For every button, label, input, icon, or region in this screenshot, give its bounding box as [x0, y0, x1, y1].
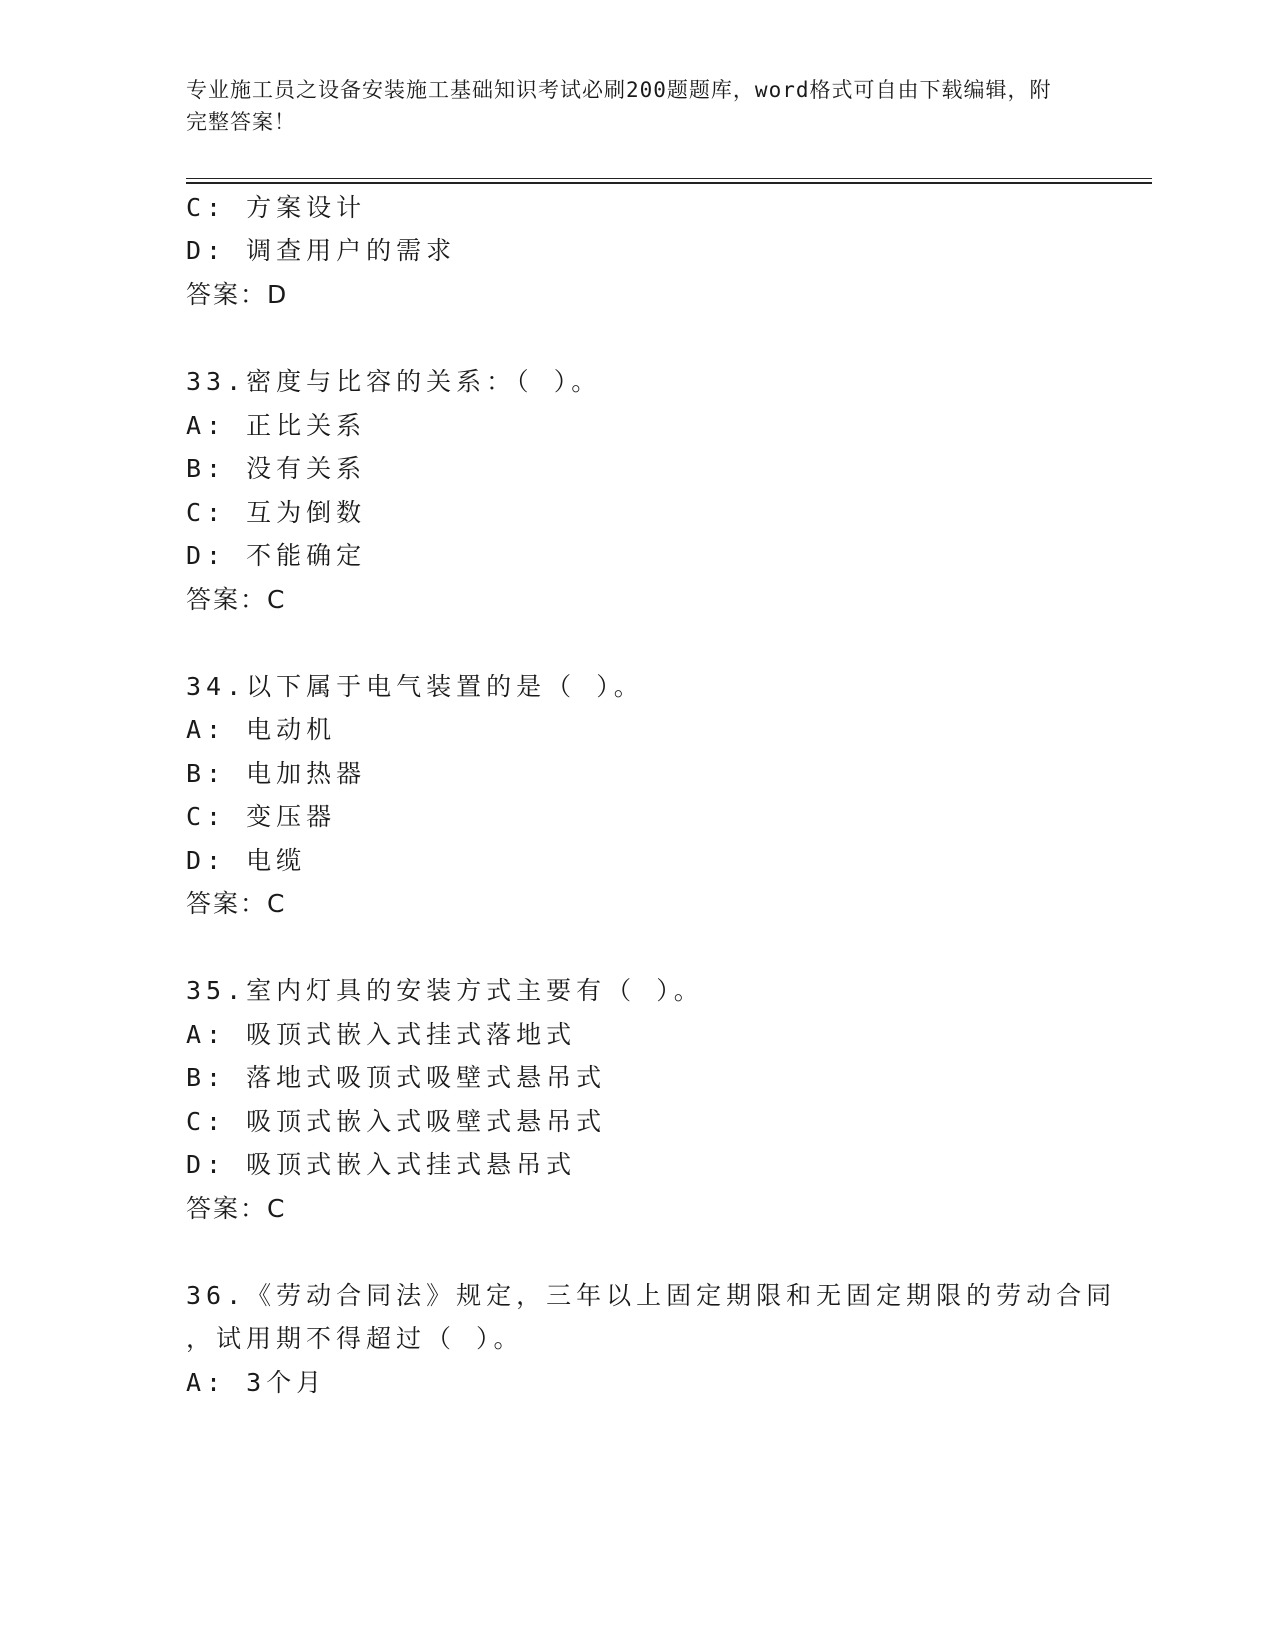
- header-divider-thick: [186, 182, 1152, 184]
- option-d: D: 不能确定: [186, 541, 367, 570]
- answer-line: 答案：C: [186, 1194, 287, 1223]
- option-a: A: 吸顶式嵌入式挂式落地式: [186, 1020, 577, 1049]
- option-c: C: 互为倒数: [186, 498, 367, 527]
- option-b: B: 电加热器: [186, 759, 367, 788]
- option-c: C: 吸顶式嵌入式吸壁式悬吊式: [186, 1107, 607, 1136]
- answer-line: 答案：D: [186, 280, 289, 309]
- question-35: 35.室内灯具的安装方式主要有（ ）。: [186, 976, 704, 1005]
- option-d: D: 电缆: [186, 846, 307, 875]
- option-a: A: 3个月: [186, 1368, 327, 1397]
- option-d: D: 吸顶式嵌入式挂式悬吊式: [186, 1150, 577, 1179]
- question-34: 34.以下属于电气装置的是（ ）。: [186, 672, 644, 701]
- option-a: A: 正比关系: [186, 411, 367, 440]
- question-36-continued: ，试用期不得超过（ ）。: [186, 1324, 524, 1353]
- document-title: 专业施工员之设备安装施工基础知识考试必刷200题题库，word格式可自由下载编辑，附完整答案！: [186, 78, 1052, 134]
- question-36: 36.《劳动合同法》规定，三年以上固定期限和无固定期限的劳动合同: [186, 1281, 1117, 1310]
- option-b: B: 没有关系: [186, 454, 367, 483]
- option-a: A: 电动机: [186, 715, 337, 744]
- option-c: C: 方案设计: [186, 193, 367, 222]
- option-c: C: 变压器: [186, 802, 337, 831]
- answer-line: 答案：C: [186, 585, 287, 614]
- question-33: 33.密度与比容的关系：（ ）。: [186, 367, 602, 396]
- answer-line: 答案：C: [186, 889, 287, 918]
- header-divider-thin: [186, 178, 1152, 179]
- option-d: D: 调查用户的需求: [186, 236, 457, 265]
- option-b: B: 落地式吸顶式吸壁式悬吊式: [186, 1063, 607, 1092]
